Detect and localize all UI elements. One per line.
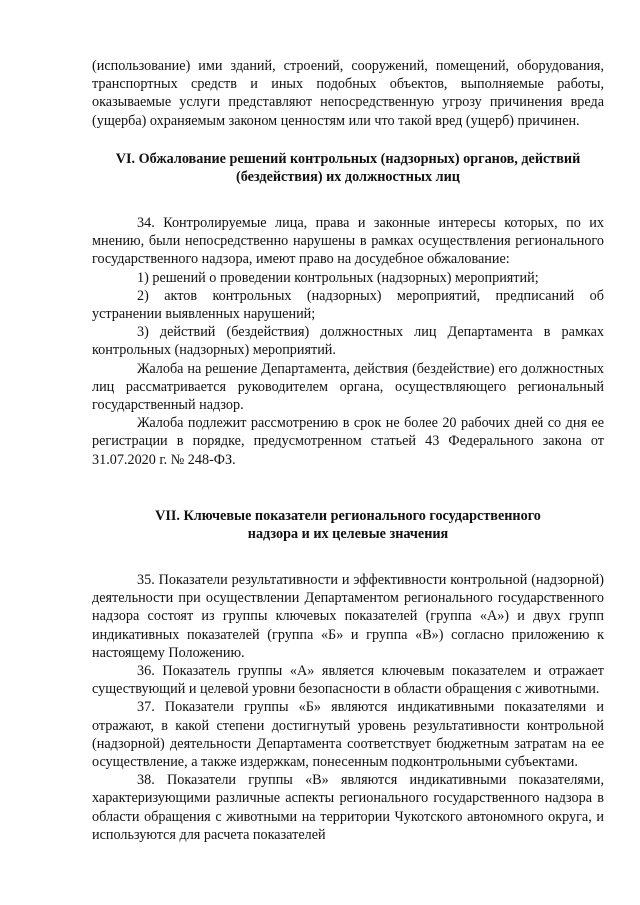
intro-paragraph: (использование) ими зданий, строений, сооружений, помещений, оборудования, транспортных средств и иных подобных объектов, выполняемые работы, оказываемые услуги представляют непосредственную угрозу причинения вреда (ущерба) охраняемым законом ценностям или что такой вред (ущерб) причинен. [92,58,604,129]
section-7-body [92,571,604,844]
complaint-review-paragraph: Жалоба на решение Департамента, действия (бездействие) его должностных лиц рассматривается руководителем органа, осуществляющего региональный государственный надзор. [92,360,604,414]
list-item-3: 3) действий (бездействия) должностных лиц Департамента в рамках контрольных (надзорных) мероприятий. [92,324,604,359]
paragraph-35: 35. Показатели результативности и эффективности контрольной (надзорной) деятельности при осуществлении Департаментом регионального государственного надзора состоят из группы ключевых показателей (группа «А») и двух групп индикативных показателей (группа «Б» и группа «В») согласно приложению к настоящему Положению. [92,572,604,661]
section-7-heading-line-2: надзора и их целевые значения [247,526,449,543]
paragraph-34: 34. Контролируемые лица, права и законные интересы которых, по их мнению, были непосредственно нарушены в рамках осуществления регионального государственного надзора, имеют право на досудебное обжалование: [92,215,604,268]
list-item-1: 1) решений о проведении контрольных (надзорных) мероприятий; [137,269,539,286]
section-6-body [92,214,604,469]
section-6-heading-line-2: (бездействия) их должностных лиц [236,169,460,186]
page-content [92,57,604,844]
section-7-heading-line-1: VII. Ключевые показатели регионального государственного [155,507,541,524]
paragraph-37: 37. Показатели группы «Б» являются индикативными показателями и отражают, в какой степени достигнутый уровень результативности контрольной (надзорной) деятельности Департамента соответствует бюджетным затратам на ее осуществление, а также издержкам, понесенным подконтрольными субъектами. [92,699,604,771]
section-7-heading [92,507,604,544]
section-6-heading [92,150,604,187]
complaint-deadline-paragraph: Жалоба подлежит рассмотрению в срок не более 20 рабочих дней со дня ее регистрации в порядке, предусмотренном статьей 43 Федерального закона от 31.07.2020 г. № 248-ФЗ. [92,415,604,468]
list-item-2: 2) актов контрольных (надзорных) мероприятий, предписаний об устранении выявленных нарушений; [92,287,604,323]
section-6-heading-line-1: VI. Обжалование решений контрольных (надзорных) органов, действий [115,150,581,167]
paragraph-36: 36. Показатель группы «А» является ключевым показателем и отражает существующий и целевой уровни безопасности в области обращения с животными. [92,663,604,698]
paragraph-38: 38. Показатели группы «В» являются индикативными показателями, характеризующими различные аспекты регионального государственного надзора в области обращения с животными на территории Чукотского автономного округа, и используются для расчета показателей [92,772,604,843]
